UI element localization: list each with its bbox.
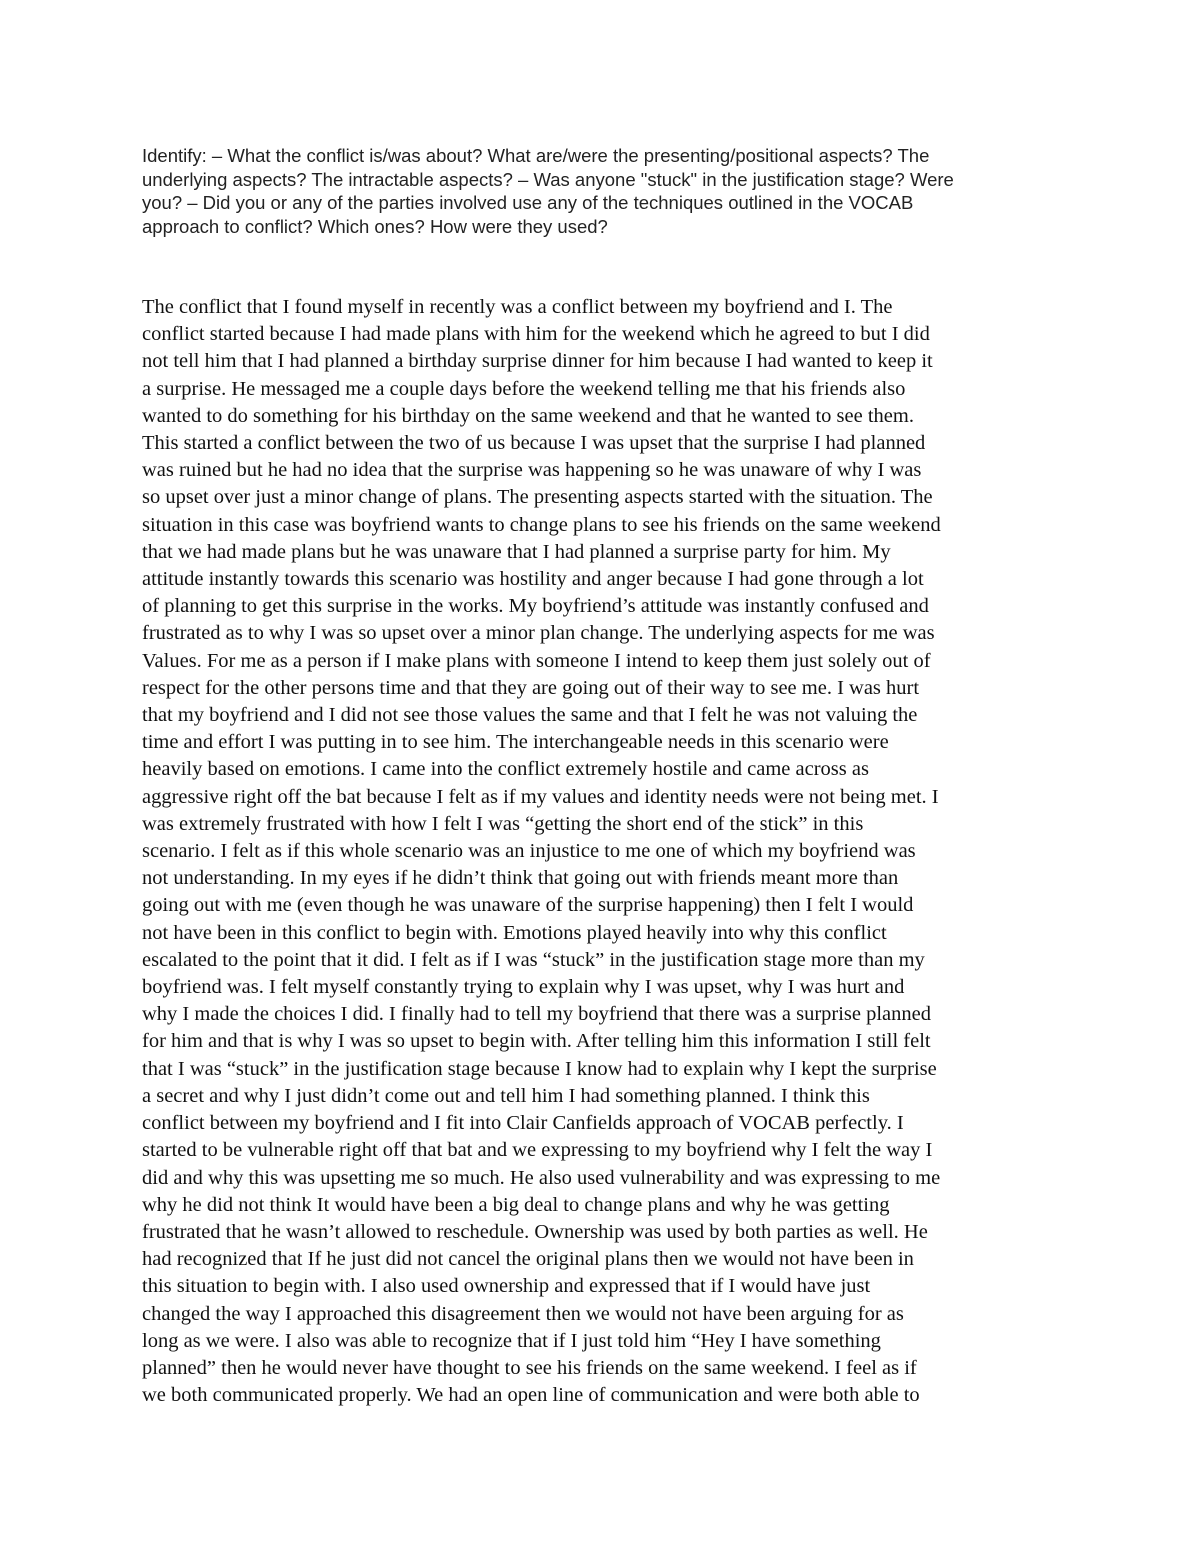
essay-line: that my boyfriend and I did not see those values the same and that I felt he was not valuing the bbox=[142, 704, 918, 727]
essay-line: escalated to the point that it did. I felt as if I was “stuck” in the justification stage more than my bbox=[142, 948, 925, 971]
essay-line: time and effort I was putting in to see him. The interchangeable needs in this scenario were bbox=[142, 731, 889, 754]
essay-body bbox=[142, 294, 1072, 1409]
essay-line: that we had made plans but he was unaware that I had planned a surprise party for him. My bbox=[142, 540, 891, 563]
essay-line: did and why this was upsetting me so much. He also used vulnerability and was expressing to me bbox=[142, 1166, 941, 1189]
essay-line: conflict started because I had made plans with him for the weekend which he agreed to but I did bbox=[142, 323, 930, 346]
essay-line: changed the way I approached this disagreement then we would not have been arguing for as bbox=[142, 1302, 904, 1325]
essay-line: frustrated as to why I was so upset over a minor plan change. The underlying aspects for me was bbox=[142, 622, 935, 645]
essay-line: of planning to get this surprise in the works. My boyfriend’s attitude was instantly confused and bbox=[142, 595, 929, 618]
essay-line: going out with me (even though he was unaware of the surprise happening) then I felt I would bbox=[142, 894, 914, 917]
essay-line: frustrated that he wasn’t allowed to reschedule. Ownership was used by both parties as well. He bbox=[142, 1220, 928, 1243]
essay-line: a surprise. He messaged me a couple days before the weekend telling me that his friends also bbox=[142, 377, 906, 400]
essay-line: not tell him that I had planned a birthday surprise dinner for him because I had wanted to keep it bbox=[142, 350, 933, 373]
prompt-line: approach to conflict? Which ones? How were they used? bbox=[142, 215, 608, 237]
essay-line: long as we were. I also was able to recognize that if I just told him “Hey I have something bbox=[142, 1329, 881, 1352]
essay-line: why I made the choices I did. I finally had to tell my boyfriend that there was a surprise planned bbox=[142, 1003, 932, 1026]
essay-line: scenario. I felt as if this whole scenario was an injustice to me one of which my boyfriend was bbox=[142, 840, 916, 863]
prompt-line: underlying aspects? The intractable aspects? – Was anyone "stuck" in the justification stage? Were bbox=[142, 168, 954, 190]
essay-line: This started a conflict between the two of us because I was upset that the surprise I had planned bbox=[142, 432, 926, 455]
essay-line: was ruined but he had no idea that the surprise was happening so he was unaware of why I was bbox=[142, 459, 922, 482]
essay-line: so upset over just a minor change of plans. The presenting aspects started with the situation. The bbox=[142, 486, 933, 509]
assignment-prompt bbox=[142, 144, 1062, 238]
essay-line: wanted to do something for his birthday on the same weekend and that he wanted to see them. bbox=[142, 404, 914, 427]
essay-line: had recognized that If he just did not cancel the original plans then we would not have been in bbox=[142, 1248, 914, 1271]
essay-line: why he did not think It would have been a big deal to change plans and why he was getting bbox=[142, 1193, 890, 1216]
essay-line: situation in this case was boyfriend wants to change plans to see his friends on the same weekend bbox=[142, 513, 941, 536]
essay-line: heavily based on emotions. I came into the conflict extremely hostile and came across as bbox=[142, 758, 869, 781]
essay-line: started to be vulnerable right off that bat and we expressing to my boyfriend why I felt the way I bbox=[142, 1139, 933, 1162]
essay-line: a secret and why I just didn’t come out and tell him I had something planned. I think this bbox=[142, 1084, 870, 1107]
essay-line: was extremely frustrated with how I felt I was “getting the short end of the stick” in this bbox=[142, 812, 864, 835]
essay-line: that I was “stuck” in the justification stage because I know had to explain why I kept the surprise bbox=[142, 1057, 937, 1080]
essay-line: Values. For me as a person if I make plans with someone I intend to keep them just solely out of bbox=[142, 649, 931, 672]
essay-line: attitude instantly towards this scenario was hostility and anger because I had gone through a lot bbox=[142, 568, 924, 591]
essay-line: we both communicated properly. We had an open line of communication and were both able to bbox=[142, 1384, 920, 1407]
essay-line: The conflict that I found myself in recently was a conflict between my boyfriend and I. The bbox=[142, 296, 893, 318]
essay-line: boyfriend was. I felt myself constantly trying to explain why I was upset, why I was hurt and bbox=[142, 976, 905, 999]
essay-line: planned” then he would never have thought to see his friends on the same weekend. I feel as if bbox=[142, 1356, 917, 1379]
essay-line: not have been in this conflict to begin with. Emotions played heavily into why this conflict bbox=[142, 921, 887, 944]
prompt-line: you? – Did you or any of the parties involved use any of the techniques outlined in the VOCAB bbox=[142, 192, 914, 213]
essay-line: not understanding. In my eyes if he didn’t think that going out with friends meant more than bbox=[142, 867, 899, 890]
essay-line: aggressive right off the bat because I felt as if my values and identity needs were not being met. I bbox=[142, 785, 939, 808]
essay-line: this situation to begin with. I also used ownership and expressed that if I would have just bbox=[142, 1275, 871, 1298]
prompt-line: Identify: – What the conflict is/was about? What are/were the presenting/positional aspects? The bbox=[142, 145, 930, 166]
essay-line: respect for the other persons time and that they are going out of their way to see me. I was hurt bbox=[142, 676, 920, 699]
essay-line: for him and that is why I was so upset to begin with. After telling him this information I still felt bbox=[142, 1030, 931, 1053]
essay-line: conflict between my boyfriend and I fit into Clair Canfields approach of VOCAB perfectly. I bbox=[142, 1112, 904, 1135]
